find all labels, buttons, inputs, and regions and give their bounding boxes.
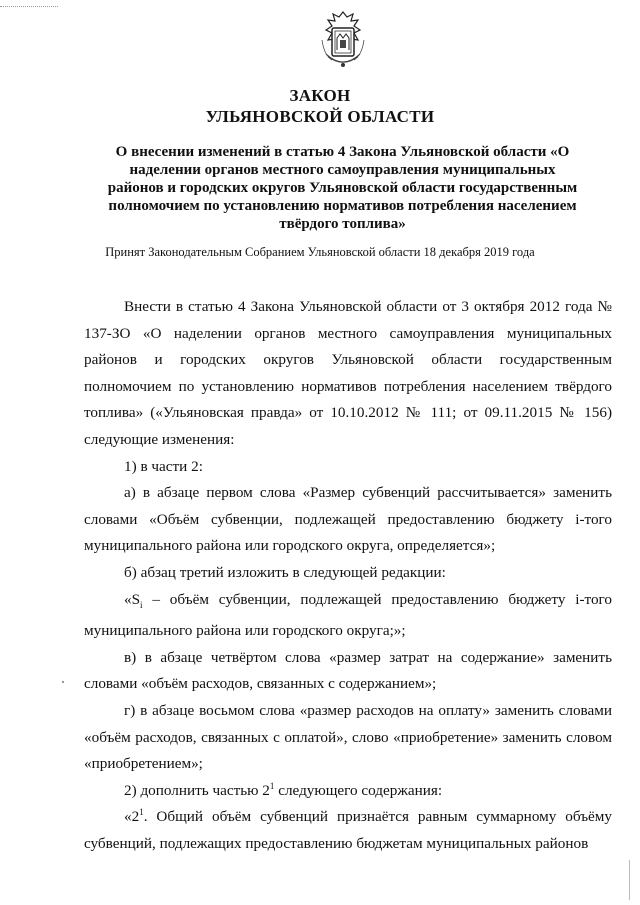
item-1: 1) в части 2: [124,457,203,475]
item-1-b-text [84,587,612,645]
scan-dot [62,681,64,683]
item-1-b: б) абзац третий изложить в следующей редакции: [124,563,446,581]
item-1-a: а) в абзаце первом слова «Размер субвенций рассчитывается» заменить словами «Объём субвенции, подлежащей предоставлению бюджету i-того муниципального района или городского округа, определяется»; [84,484,612,555]
formula-symbol: «S [124,590,141,608]
scan-edge-mark [629,860,630,900]
item-2-text: 2) дополнить частью 2 [124,781,270,799]
part-2-1-number: «2 [124,808,140,826]
region-title: УЛЬЯНОВСКОЙ ОБЛАСТИ [205,107,435,126]
coat-of-arms-emblem [318,10,368,72]
part-2-1-superscript: 1 [139,807,144,818]
item-2 [84,778,612,805]
law-body [84,294,612,858]
item-2-superscript: 1 [269,780,275,791]
formula-subscript: i [140,599,143,610]
adoption-note: Принят Законодательным Собранием Ульяновской области 18 декабря 2019 года [105,245,535,259]
part-2-1-text: . Общий объём субвенций признаётся равным суммарному объёму субвенций, подлежащих предоставлению бюджетам муниципальных районов [84,808,612,852]
scan-artifact-top [0,6,58,8]
part-2-1 [84,804,612,857]
item-1-v: в) в абзаце четвёртом слова «размер затрат на содержание» заменить словами «объём расходов, связанных с содержанием»; [84,648,612,693]
law-subject: О внесении изменений в статью 4 Закона Ульяновской области «О наделении органов местного самоуправления муниципальных районов и городских округов Ульяновской области государственным полномочием по установлению нормативов потребления населением твёрдого топлива» [107,144,578,232]
formula-definition: – объём субвенции, подлежащей предоставлению бюджету i-того муниципального района или городского округа;»; [84,590,612,640]
intro-paragraph: Внести в статью 4 Закона Ульяновской области от 3 октября 2012 года № 137-ЗО «О наделении органов местного самоуправления муниципальных районов и городских округов Ульяновской области государственным полномочием по установлению нормативов потребления населением твёрдого топлива» («Ульяновская правда» от 10.10.2012 № 111; от 09.11.2015 № 156) следующие изменения: [84,298,612,448]
law-title: ЗАКОН [289,86,351,105]
item-2-text-end: следующего содержания: [274,781,443,799]
item-1-g: г) в абзаце восьмом слова «размер расходов на оплату» заменить словами «объём расходов, связанных с оплатой», слово «приобретение» заменить словом «приобретением»; [84,701,612,773]
